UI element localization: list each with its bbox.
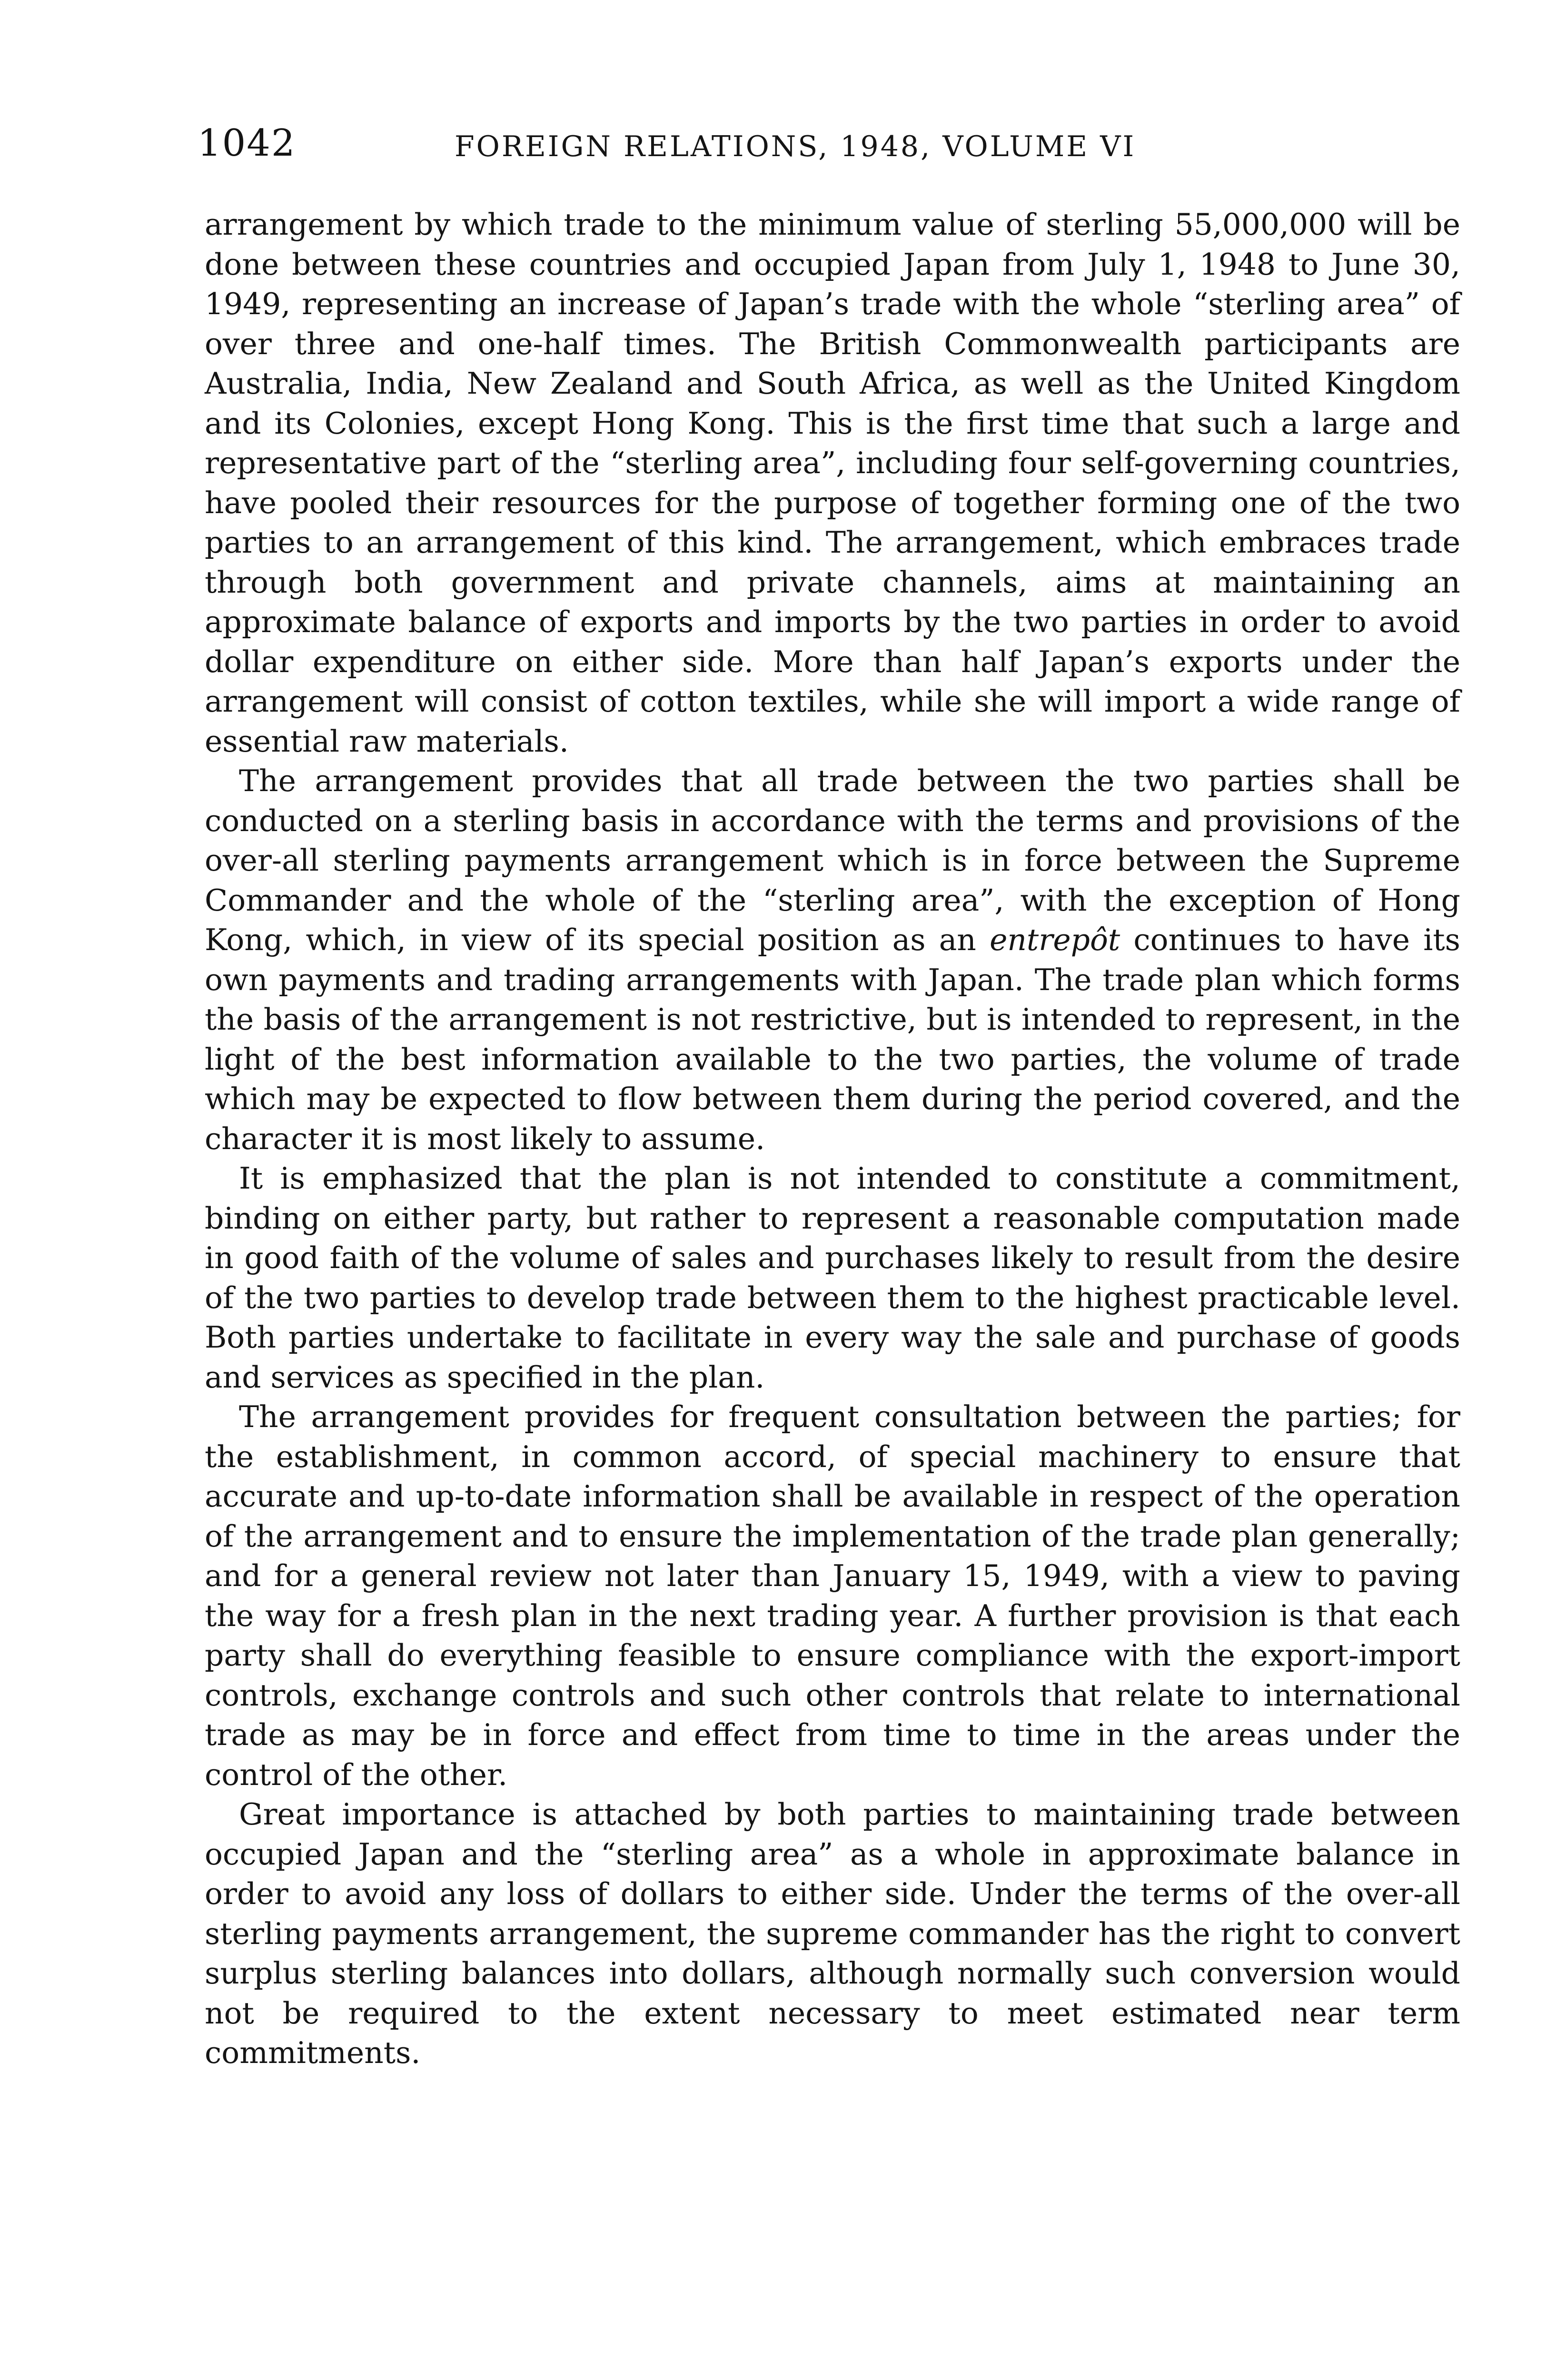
running-head (198, 117, 1483, 169)
paragraph-5: Great importance is attached by both parties to maintaining trade between occupied Japan and the “sterling area” as a whole in approximate balance in order to avoid any loss of dollars to either side. Under the terms of the over-all sterling payments arrangement, the supreme commander has the right to convert surplus sterling balances into dollars, although normally such conversion would not be required to the extent necessary to meet estimated near term commitments. (205, 1797, 1460, 2070)
paragraph-2 (205, 761, 1460, 1159)
paragraph-1: arrangement by which trade to the minimum value of sterling 55,000,000 will be done between these countries and occupied Japan from July 1, 1948 to June 30, 1949, representing an increase of Japan’s trade with the whole “sterling area” of over three and one-half times. The British Commonwealth participants are Australia, India, New Zealand and South Africa, as well as the United Kingdom and its Colonies, except Hong Kong. This is the first time that such a large and representative part of the “sterling area”, including four self-governing countries, have pooled their resources for the purpose of together forming one of the two parties to an arrangement of this kind. The arrangement, which embraces trade through both government and private channels, aims at maintaining an approximate balance of exports and imports by the two parties in order to avoid dollar expenditure on either side. More than half Japan’s exports under the arrangement will consist of cotton textiles, while she will import a wide range of essential raw materials. (205, 207, 1460, 759)
paragraph-2-italic-term: entrepôt (990, 922, 1120, 957)
paragraph-2-text-after: continues to have its own payments and trading arrangements with Japan. The trade plan which forms the basis of the arrangement is not restrictive, but is intended to represent, in the light of the best information available to the two parties, the volume of trade which may be expected to flow between them during the period covered, and the character it is most likely to assume. (205, 922, 1460, 1156)
page-number: 1042 (198, 122, 296, 165)
body-text (205, 205, 1460, 2073)
running-title: FOREIGN RELATIONS, 1948, VOLUME VI (455, 130, 1136, 163)
paragraph-2-text-before: The arrangement provides that all trade between the two parties shall be conducted on a sterling basis in accordance with the terms and provisions of the over-all sterling payments arrangement which is in force between the Supreme Commander and the whole of the “sterling area”, with the exception of Hong Kong, which, in view of its special position as an (205, 764, 1460, 957)
paragraph-4: The arrangement provides for frequent consultation between the parties; for the establishment, in common accord, of special machinery to ensure that accurate and up-to-date information shall be available in respect of the operation of the arrangement and to ensure the implementation of the trade plan generally; and for a general review not later than January 15, 1949, with a view to paving the way for a fresh plan in the next trading year. A further provision is that each party shall do everything feasible to ensure compliance with the export-import controls, exchange controls and such other controls that relate to international trade as may be in force and effect from time to time in the areas under the control of the other. (205, 1399, 1460, 1792)
paragraph-3: It is emphasized that the plan is not intended to constitute a commitment, binding on either party, but rather to represent a reasonable computation made in good faith of the volume of sales and purchases likely to result from the desire of the two parties to develop trade between them to the highest practicable level. Both parties undertake to facilitate in every way the sale and purchase of goods and services as specified in the plan. (205, 1161, 1460, 1395)
